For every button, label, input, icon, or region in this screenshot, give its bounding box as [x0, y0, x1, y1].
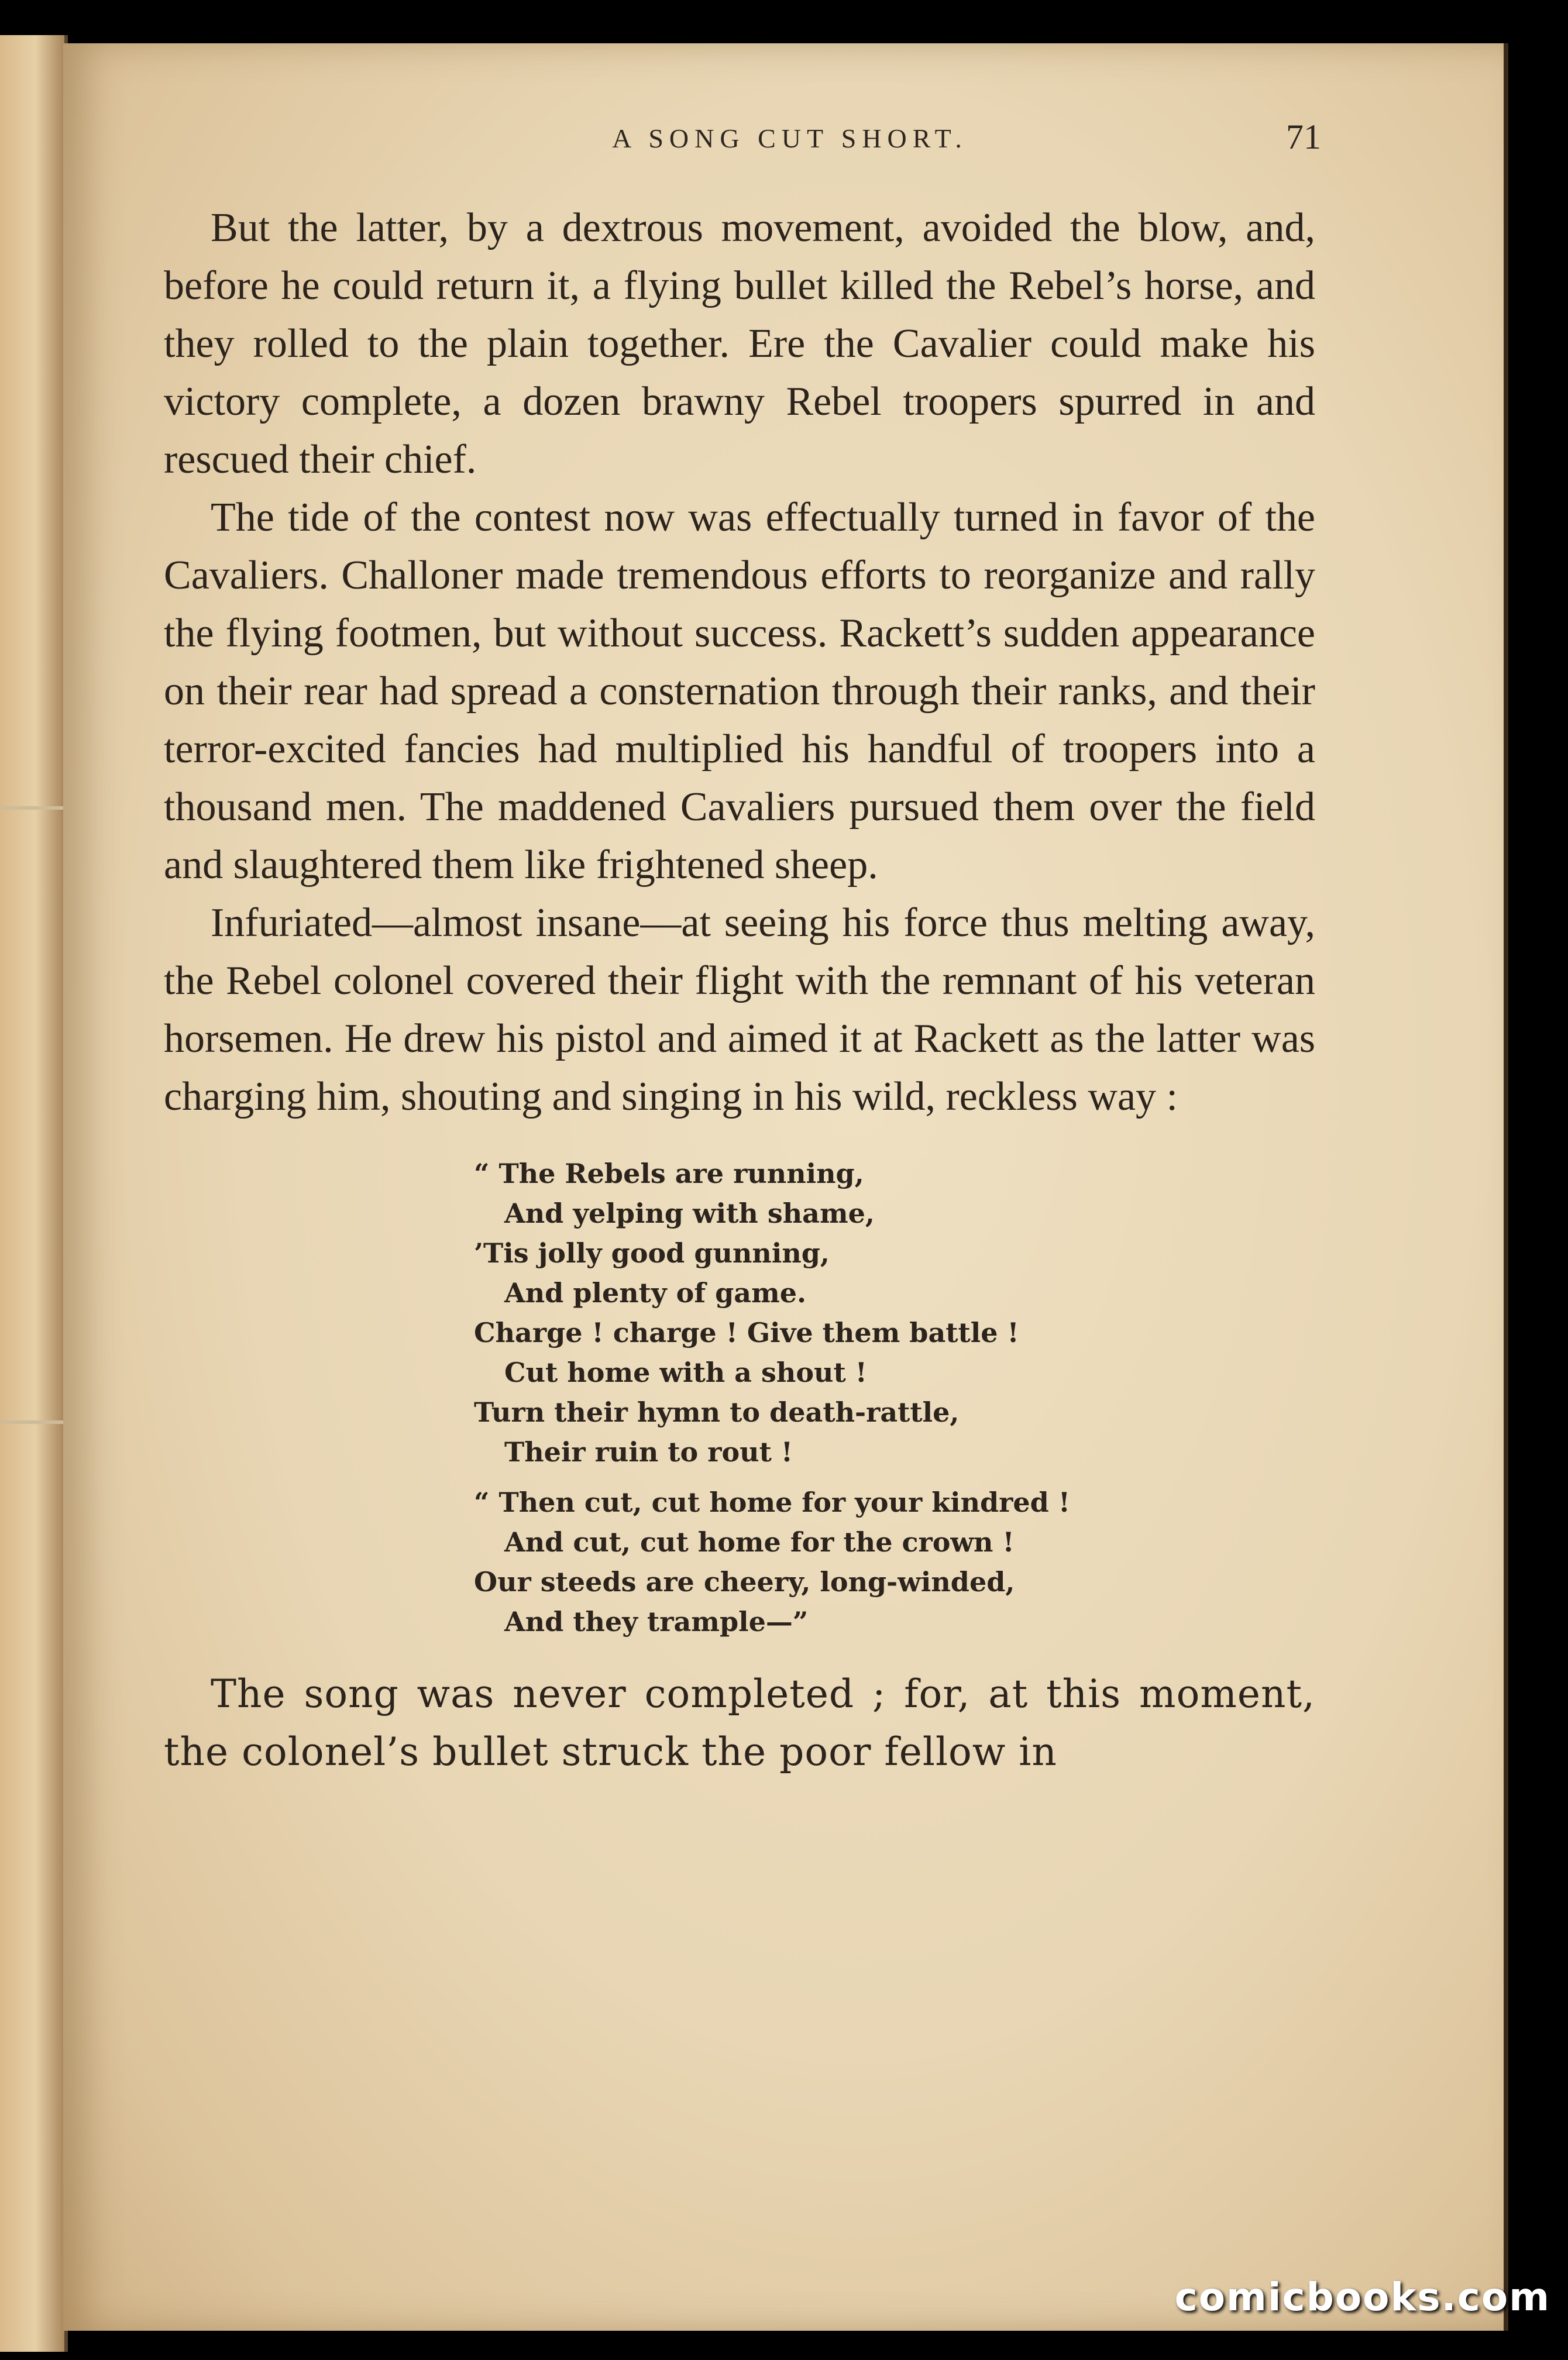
poem-line: Charge ! charge ! Give them battle ! [474, 1317, 1019, 1348]
previous-page-edge [0, 35, 68, 2352]
poem-line: And cut, cut home for the crown ! [504, 1526, 1015, 1558]
closing-paragraph: The song was never completed ; for, at this moment, the colonel’s bullet struck the poor fellow in [164, 1671, 1315, 1774]
watermark: comicbooks.com [1174, 2275, 1550, 2320]
poem-line: And yelping with shame, [504, 1198, 875, 1229]
poem-line: Cut home with a shout ! [504, 1357, 867, 1388]
poem-line: And plenty of game. [504, 1277, 807, 1309]
poem-line: “ The Rebels are running, [474, 1158, 864, 1189]
running-title: A SONG CUT SHORT. [612, 123, 968, 153]
poem-line: And they trample—” [504, 1606, 809, 1637]
page-number: 71 [1286, 118, 1321, 156]
stanza-1 [474, 1154, 1315, 1472]
poem-line: ’Tis jolly good gunning, [474, 1237, 830, 1269]
poem-line: Turn their hymn to death-rattle, [474, 1396, 960, 1428]
paragraph-1: But the latter, by a dextrous movement, avoided the blow, and, before he could return it, a flying bullet killed the Rebel’s horse, and they rolled to the plain together. Ere the Cavalier could make his victory complete, a dozen brawny Rebel troopers spurred in and rescued their chief. [164, 205, 1315, 482]
poem-line: Their ruin to rout ! [504, 1436, 793, 1468]
page-body [164, 199, 1315, 1781]
paragraph-3: Infuriated—almost insane—at seeing his force thus melting away, the Rebel colonel covered their flight with the remnant of his veteran horsemen. He drew his pistol and aimed it at Rackett as the latter was charging him, shouting and singing in his wild, reckless way : [164, 900, 1315, 1119]
poem-line: Our steeds are cheery, long-winded, [474, 1566, 1015, 1598]
stanza-2 [474, 1482, 1315, 1642]
poem-line: “ Then cut, cut home for your kindred ! [474, 1487, 1071, 1518]
song-verse [474, 1154, 1315, 1642]
paragraph-2: The tide of the contest now was effectually turned in favor of the Cavaliers. Challoner made tremendous efforts to reorganize and rally the flying footmen, but without success. Rackett’s sudden appearance on their rear had spread a consternation through their ranks, and their terror-excited fancies had multiplied his handful of troopers into a thousand men. The maddened Cavaliers pursued them over the field and slaughtered them like frightened sheep. [164, 495, 1315, 887]
